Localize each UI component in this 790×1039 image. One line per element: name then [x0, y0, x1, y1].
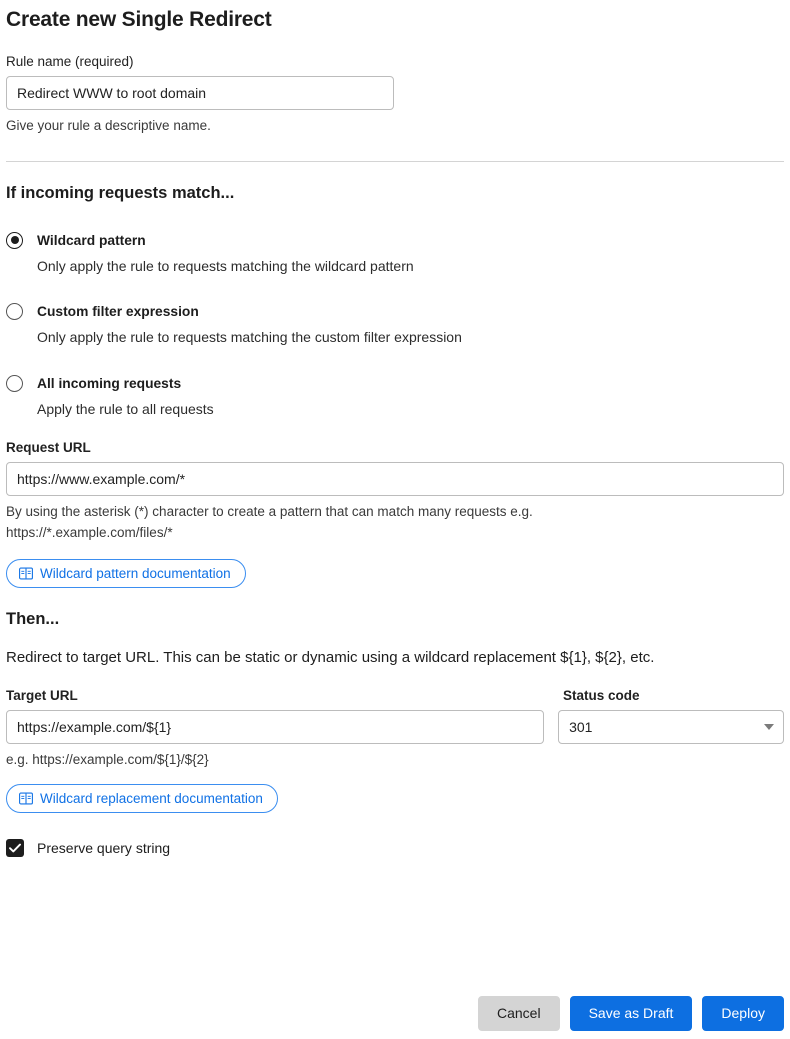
- radio-button-wildcard-pattern[interactable]: [6, 232, 23, 249]
- preserve-query-string-row[interactable]: [6, 839, 784, 857]
- target-url-help: e.g. https://example.com/${1}/${2}: [6, 752, 209, 768]
- deploy-button[interactable]: Deploy: [702, 996, 784, 1031]
- radio-label-wildcard-pattern: Wildcard pattern: [37, 232, 146, 248]
- wildcard-pattern-documentation-label: Wildcard pattern documentation: [40, 566, 231, 582]
- page-title: Create new Single Redirect: [6, 8, 272, 31]
- check-icon: [9, 843, 21, 853]
- radio-option-wildcard-pattern[interactable]: [6, 231, 784, 276]
- radio-button-custom-filter-expression[interactable]: [6, 303, 23, 320]
- status-code-label: Status code: [563, 688, 640, 704]
- section-divider: [6, 161, 784, 162]
- radio-option-custom-filter-expression[interactable]: [6, 302, 784, 347]
- radio-option-all-incoming-requests[interactable]: [6, 374, 784, 419]
- request-url-help-line-1: By using the asterisk (*) character to create a pattern that can match many requests e.g.: [6, 504, 533, 520]
- then-section-description: Redirect to target URL. This can be static or dynamic using a wildcard replacement ${1}, ${2}, etc.: [6, 649, 655, 667]
- request-url-label: Request URL: [6, 440, 91, 456]
- preserve-query-string-label: Preserve query string: [37, 840, 171, 857]
- save-as-draft-button[interactable]: Save as Draft: [570, 996, 693, 1031]
- then-section-title: Then...: [6, 610, 60, 629]
- radio-desc-all-incoming-requests: Apply the rule to all requests: [37, 400, 214, 417]
- radio-label-custom-filter-expression: Custom filter expression: [37, 304, 199, 320]
- target-url-input[interactable]: [6, 710, 544, 744]
- match-options-group: [6, 231, 784, 419]
- radio-desc-custom-filter-expression: Only apply the rule to requests matching the custom filter expression: [37, 329, 462, 346]
- wildcard-pattern-documentation-link[interactable]: [6, 559, 246, 588]
- match-section-title: If incoming requests match...: [6, 183, 235, 202]
- wildcard-replacement-documentation-link[interactable]: [6, 784, 278, 813]
- request-url-help-line-2: https://*.example.com/files/*: [6, 525, 173, 541]
- radio-selected-dot: [11, 236, 19, 244]
- radio-button-all-incoming-requests[interactable]: [6, 375, 23, 392]
- rule-name-input[interactable]: [6, 76, 394, 110]
- target-url-label: Target URL: [6, 688, 78, 704]
- preserve-query-string-checkbox[interactable]: [6, 839, 24, 857]
- radio-desc-wildcard-pattern: Only apply the rule to requests matching the wildcard pattern: [37, 257, 414, 274]
- rule-name-help: Give your rule a descriptive name.: [6, 118, 211, 133]
- request-url-input[interactable]: [6, 462, 784, 496]
- radio-label-all-incoming-requests: All incoming requests: [37, 375, 182, 391]
- status-code-select[interactable]: [558, 710, 784, 744]
- book-icon: [19, 567, 33, 580]
- cancel-button[interactable]: Cancel: [478, 996, 560, 1031]
- wildcard-replacement-documentation-label: Wildcard replacement documentation: [40, 791, 263, 807]
- footer-actions: [478, 996, 784, 1031]
- single-redirect-form: [0, 8, 790, 1039]
- book-icon: [19, 792, 33, 805]
- rule-name-label: Rule name (required): [6, 54, 134, 69]
